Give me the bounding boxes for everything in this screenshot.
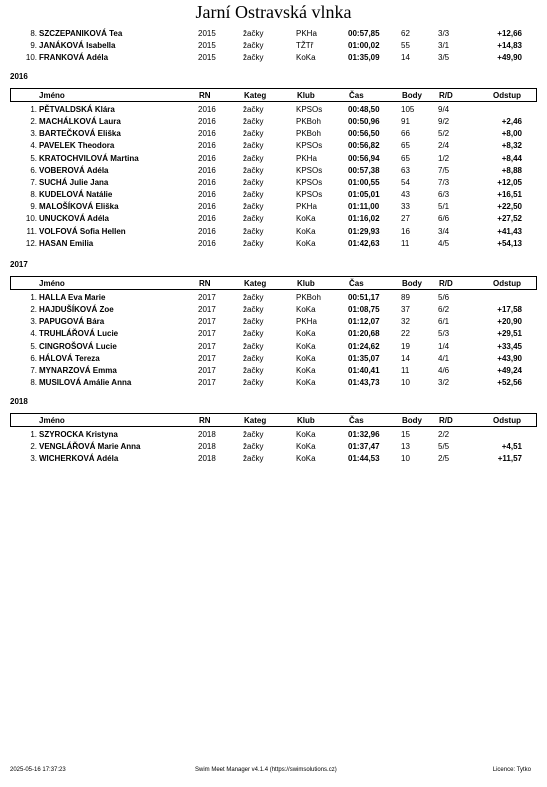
place-cell: 5. — [30, 153, 37, 163]
time-cell: 01:44,53 — [348, 454, 380, 464]
header-gap: Odstup — [493, 279, 521, 288]
table-row — [0, 213, 547, 225]
footer-date: 2025-05-16 17:37:23 — [10, 767, 66, 773]
heat-lane-cell: 7/3 — [438, 177, 450, 187]
birth-year-cell: 2016 — [198, 129, 216, 139]
time-cell: 01:00,55 — [348, 177, 380, 187]
gap-cell: +29,51 — [497, 329, 522, 339]
category-cell: žačky — [243, 202, 264, 212]
birth-year-cell: 2017 — [198, 353, 216, 363]
birth-year-cell: 2017 — [198, 365, 216, 375]
gap-cell: +52,56 — [497, 378, 522, 388]
birth-year-cell: 2016 — [198, 117, 216, 127]
name-cell: CINGROŠOVÁ Lucie — [39, 341, 117, 351]
category-cell: žačky — [243, 430, 264, 439]
birth-year-cell: 2018 — [198, 454, 216, 464]
birth-year-cell: 2015 — [198, 41, 216, 51]
gap-cell: +8,32 — [501, 141, 522, 151]
category-cell: žačky — [243, 129, 264, 139]
points-cell: 63 — [401, 165, 410, 175]
time-cell: 01:12,07 — [348, 317, 380, 327]
points-cell: 37 — [401, 305, 410, 315]
name-cell: MALOŠÍKOVÁ Eliška — [39, 202, 119, 212]
points-cell: 32 — [401, 317, 410, 327]
header-points: Body — [402, 279, 422, 288]
time-cell: 01:16,02 — [348, 214, 380, 224]
category-cell: žačky — [243, 365, 264, 375]
category-cell: žačky — [243, 238, 264, 248]
header-rn: RN — [199, 279, 211, 288]
place-cell: 2. — [30, 305, 37, 315]
place-cell: 9. — [30, 202, 37, 212]
heat-lane-cell: 3/5 — [438, 53, 450, 63]
club-cell: KPSOs — [296, 165, 323, 175]
table-header — [10, 88, 537, 102]
place-cell: 1. — [30, 430, 37, 439]
gap-cell: +17,58 — [497, 305, 522, 315]
header-time: Čas — [349, 416, 364, 425]
header-club: Klub — [297, 279, 315, 288]
birth-year-cell: 2016 — [198, 238, 216, 248]
club-cell: KoKa — [296, 430, 316, 439]
birth-year-cell: 2015 — [198, 29, 216, 38]
place-cell: 7. — [30, 177, 37, 187]
club-cell: PKBoh — [296, 117, 321, 127]
club-cell: PKHa — [296, 29, 317, 38]
time-cell: 01:37,47 — [348, 442, 380, 452]
time-cell: 00:56,50 — [348, 129, 380, 139]
birth-year-cell: 2017 — [198, 378, 216, 388]
points-cell: 55 — [401, 41, 410, 51]
points-cell: 43 — [401, 190, 410, 200]
place-cell: 6. — [30, 353, 37, 363]
club-cell: KoKa — [296, 53, 316, 63]
heat-lane-cell: 5/3 — [438, 329, 450, 339]
category-cell: žačky — [243, 353, 264, 363]
header-points: Body — [402, 91, 422, 100]
time-cell: 00:57,85 — [348, 29, 380, 38]
place-cell: 2. — [30, 442, 37, 452]
club-cell: KoKa — [296, 365, 316, 375]
club-cell: PKBoh — [296, 129, 321, 139]
name-cell: HÁLOVÁ Tereza — [39, 353, 100, 363]
time-cell: 01:11,00 — [348, 202, 380, 212]
name-cell: KUDELOVÁ Natálie — [39, 190, 113, 200]
header-category: Kateg — [244, 91, 267, 100]
name-cell: PAPUGOVÁ Bára — [39, 317, 105, 327]
time-cell: 01:20,68 — [348, 329, 380, 339]
heat-lane-cell: 3/4 — [438, 226, 450, 236]
place-cell: 11. — [26, 226, 37, 236]
birth-year-cell: 2016 — [198, 226, 216, 236]
time-cell: 00:50,96 — [348, 117, 380, 127]
birth-year-cell: 2017 — [198, 317, 216, 327]
category-cell: žačky — [243, 293, 264, 302]
club-cell: PKHa — [296, 317, 317, 327]
points-cell: 22 — [401, 329, 410, 339]
group-heading: 2016 — [10, 72, 28, 81]
header-name: Jméno — [39, 416, 65, 425]
category-cell: žačky — [243, 190, 264, 200]
table-row — [0, 316, 547, 328]
name-cell: HAJDUŠÍKOVÁ Zoe — [39, 305, 114, 315]
time-cell: 01:40,41 — [348, 365, 380, 375]
place-cell: 1. — [30, 293, 37, 302]
birth-year-cell: 2018 — [198, 442, 216, 452]
name-cell: MACHÁLKOVÁ Laura — [39, 117, 121, 127]
header-gap: Odstup — [493, 416, 521, 425]
table-row — [0, 140, 547, 152]
heat-lane-cell: 6/6 — [438, 214, 450, 224]
name-cell: SUCHÁ Julie Jana — [39, 177, 109, 187]
gap-cell: +49,24 — [497, 365, 522, 375]
gap-cell: +16,51 — [497, 190, 522, 200]
gap-cell: +8,44 — [501, 153, 522, 163]
club-cell: KoKa — [296, 341, 316, 351]
table-row — [0, 104, 547, 116]
category-cell: žačky — [243, 105, 264, 114]
time-cell: 01:42,63 — [348, 238, 380, 248]
name-cell: MUSILOVÁ Amálie Anna — [39, 378, 132, 388]
table-row — [0, 165, 547, 177]
points-cell: 14 — [401, 353, 410, 363]
name-cell: MYNARZOVÁ Emma — [39, 365, 117, 375]
table-row — [0, 128, 547, 140]
points-cell: 89 — [401, 293, 410, 302]
club-cell: PKBoh — [296, 293, 321, 302]
name-cell: JANÁKOVÁ Isabella — [39, 41, 116, 51]
club-cell: KoKa — [296, 353, 316, 363]
header-time: Čas — [349, 91, 364, 100]
heat-lane-cell: 4/1 — [438, 353, 450, 363]
category-cell: žačky — [243, 117, 264, 127]
place-cell: 8. — [30, 190, 37, 200]
table-row — [0, 353, 547, 365]
birth-year-cell: 2016 — [198, 165, 216, 175]
header-rn: RN — [199, 91, 211, 100]
birth-year-cell: 2017 — [198, 305, 216, 315]
place-cell: 9. — [30, 41, 37, 51]
points-cell: 62 — [401, 29, 410, 38]
category-cell: žačky — [243, 317, 264, 327]
heat-lane-cell: 5/6 — [438, 293, 450, 302]
place-cell: 10. — [25, 214, 37, 224]
page-title: Jarní Ostravská vlnka — [195, 2, 352, 22]
name-cell: BARTEČKOVÁ Eliška — [39, 129, 121, 139]
header-name: Jméno — [39, 279, 65, 288]
table-row — [0, 328, 547, 340]
place-cell: 4. — [30, 141, 37, 151]
table-row — [0, 341, 547, 353]
heat-lane-cell: 5/1 — [438, 202, 450, 212]
gap-cell: +27,52 — [497, 214, 522, 224]
time-cell: 00:56,82 — [348, 141, 380, 151]
name-cell: HASAN Emilia — [39, 238, 94, 248]
club-cell: KoKa — [296, 214, 316, 224]
header-heat-lane: R/D — [439, 416, 453, 425]
heat-lane-cell: 4/6 — [438, 365, 450, 375]
birth-year-cell: 2017 — [198, 341, 216, 351]
place-cell: 3. — [30, 454, 37, 464]
points-cell: 27 — [401, 214, 410, 224]
name-cell: VENGLÁŘOVÁ Marie Anna — [39, 442, 141, 452]
points-cell: 11 — [401, 365, 410, 375]
heat-lane-cell: 7/5 — [438, 165, 450, 175]
heat-lane-cell: 6/3 — [438, 190, 450, 200]
club-cell: KoKa — [296, 238, 316, 248]
header-gap: Odstup — [493, 91, 521, 100]
time-cell: 01:35,07 — [348, 353, 380, 363]
place-cell: 6. — [30, 165, 37, 175]
points-cell: 65 — [401, 153, 410, 163]
club-cell: KoKa — [296, 226, 316, 236]
table-header — [10, 276, 537, 290]
header-time: Čas — [349, 279, 364, 288]
name-cell: PAVELEK Theodora — [39, 141, 115, 151]
heat-lane-cell: 2/4 — [438, 141, 450, 151]
time-cell: 01:32,96 — [348, 430, 380, 439]
birth-year-cell: 2016 — [198, 105, 216, 114]
place-cell: 8. — [30, 378, 37, 388]
time-cell: 00:56,94 — [348, 153, 380, 163]
name-cell: UNUCKOVÁ Adéla — [39, 214, 109, 224]
gap-cell: +4,51 — [501, 442, 522, 452]
name-cell: WICHERKOVÁ Adéla — [39, 454, 119, 464]
name-cell: VOLFOVÁ Sofia Hellen — [39, 226, 126, 236]
heat-lane-cell: 5/5 — [438, 442, 450, 452]
birth-year-cell: 2016 — [198, 141, 216, 151]
table-row — [0, 226, 547, 238]
place-cell: 3. — [30, 129, 37, 139]
heat-lane-cell: 5/2 — [438, 129, 450, 139]
gap-cell: +22,50 — [497, 202, 522, 212]
category-cell: žačky — [243, 41, 264, 51]
place-cell: 12. — [25, 238, 37, 248]
heat-lane-cell: 6/2 — [438, 305, 450, 315]
name-cell: VOBEROVÁ Adéla — [39, 165, 109, 175]
club-cell: KPSOs — [296, 190, 323, 200]
header-heat-lane: R/D — [439, 279, 453, 288]
place-cell: 5. — [30, 341, 37, 351]
category-cell: žačky — [243, 165, 264, 175]
table-row — [0, 189, 547, 201]
time-cell: 01:05,01 — [348, 190, 380, 200]
points-cell: 65 — [401, 141, 410, 151]
gap-cell: +14,83 — [497, 41, 522, 51]
time-cell: 01:08,75 — [348, 305, 380, 315]
heat-lane-cell: 9/2 — [438, 117, 450, 127]
group-heading: 2018 — [10, 397, 28, 406]
time-cell: 00:48,50 — [348, 105, 380, 114]
category-cell: žačky — [243, 378, 264, 388]
club-cell: KoKa — [296, 454, 316, 464]
gap-cell: +20,90 — [497, 317, 522, 327]
table-row — [0, 429, 547, 441]
footer-licence: Licence: Tytko — [492, 767, 531, 773]
time-cell: 01:43,73 — [348, 378, 380, 388]
place-cell: 4. — [30, 329, 37, 339]
header-category: Kateg — [244, 279, 267, 288]
birth-year-cell: 2016 — [198, 153, 216, 163]
club-cell: PKHa — [296, 153, 317, 163]
header-club: Klub — [297, 91, 315, 100]
club-cell: KPSOs — [296, 105, 323, 114]
header-heat-lane: R/D — [439, 91, 453, 100]
birth-year-cell: 2016 — [198, 214, 216, 224]
points-cell: 14 — [401, 53, 410, 63]
club-cell: KoKa — [296, 442, 316, 452]
birth-year-cell: 2017 — [198, 293, 216, 302]
time-cell: 01:24,62 — [348, 341, 380, 351]
category-cell: žačky — [243, 53, 264, 63]
birth-year-cell: 2017 — [198, 329, 216, 339]
heat-lane-cell: 9/4 — [438, 105, 450, 114]
table-row — [0, 153, 547, 165]
table-row — [0, 365, 547, 377]
birth-year-cell: 2016 — [198, 177, 216, 187]
name-cell: KRATOCHVILOVÁ Martina — [39, 153, 139, 163]
club-cell: PKHa — [296, 202, 317, 212]
points-cell: 10 — [401, 454, 410, 464]
gap-cell: +33,45 — [497, 341, 522, 351]
birth-year-cell: 2016 — [198, 190, 216, 200]
points-cell: 66 — [401, 129, 410, 139]
footer-app-name: Swim Meet Manager v4.1.4 (https://swimsolutions.cz) — [195, 767, 337, 773]
place-cell: 8. — [30, 29, 37, 38]
name-cell: HALLA Eva Marie — [39, 293, 106, 302]
points-cell: 19 — [401, 341, 410, 351]
heat-lane-cell: 1/2 — [438, 153, 450, 163]
header-category: Kateg — [244, 416, 267, 425]
table-row — [0, 292, 547, 304]
table-row — [0, 441, 547, 453]
gap-cell: +8,00 — [501, 129, 522, 139]
name-cell: PĚTVALDSKÁ Klára — [39, 105, 115, 114]
category-cell: žačky — [243, 153, 264, 163]
name-cell: SZYROCKA Kristyna — [39, 430, 118, 439]
table-row — [0, 40, 547, 52]
category-cell: žačky — [243, 329, 264, 339]
time-cell: 01:35,09 — [348, 53, 380, 63]
table-row — [0, 238, 547, 250]
table-row — [0, 304, 547, 316]
time-cell: 01:00,02 — [348, 41, 380, 51]
heat-lane-cell: 2/2 — [438, 430, 450, 439]
club-cell: KoKa — [296, 378, 316, 388]
group-heading: 2017 — [10, 260, 28, 269]
points-cell: 91 — [401, 117, 410, 127]
category-cell: žačky — [243, 29, 264, 38]
points-cell: 54 — [401, 177, 410, 187]
heat-lane-cell: 3/1 — [438, 41, 450, 51]
heat-lane-cell: 1/4 — [438, 341, 450, 351]
gap-cell: +54,13 — [497, 238, 522, 248]
gap-cell: +12,66 — [497, 29, 522, 38]
heat-lane-cell: 3/3 — [438, 29, 450, 38]
category-cell: žačky — [243, 177, 264, 187]
points-cell: 13 — [401, 442, 410, 452]
table-row — [0, 52, 547, 64]
place-cell: 10. — [25, 53, 37, 63]
place-cell: 3. — [30, 317, 37, 327]
points-cell: 11 — [401, 238, 410, 248]
header-club: Klub — [297, 416, 315, 425]
category-cell: žačky — [243, 226, 264, 236]
table-row — [0, 201, 547, 213]
club-cell: KoKa — [296, 305, 316, 315]
points-cell: 15 — [401, 430, 410, 439]
gap-cell: +2,46 — [501, 117, 522, 127]
birth-year-cell: 2016 — [198, 202, 216, 212]
club-cell: KPSOs — [296, 177, 323, 187]
birth-year-cell: 2015 — [198, 53, 216, 63]
table-header — [10, 413, 537, 427]
points-cell: 16 — [401, 226, 410, 236]
header-name: Jméno — [39, 91, 65, 100]
gap-cell: +11,57 — [497, 454, 522, 464]
place-cell: 2. — [30, 117, 37, 127]
table-row — [0, 177, 547, 189]
page-footer — [10, 765, 531, 775]
category-cell: žačky — [243, 442, 264, 452]
category-cell: žačky — [243, 141, 264, 151]
points-cell: 105 — [401, 105, 415, 114]
name-cell: SZCZEPANIKOVÁ Tea — [39, 29, 123, 38]
points-cell: 10 — [401, 378, 410, 388]
gap-cell: +8,88 — [501, 165, 522, 175]
gap-cell: +43,90 — [497, 353, 522, 363]
birth-year-cell: 2018 — [198, 430, 216, 439]
gap-cell: +49,90 — [497, 53, 522, 63]
club-cell: KoKa — [296, 329, 316, 339]
name-cell: TRUHLÁŘOVÁ Lucie — [39, 329, 119, 339]
heat-lane-cell: 4/5 — [438, 238, 450, 248]
gap-cell: +41,43 — [497, 226, 522, 236]
gap-cell: +12,05 — [497, 177, 522, 187]
place-cell: 7. — [30, 365, 37, 375]
category-cell: žačky — [243, 454, 264, 464]
heat-lane-cell: 2/5 — [438, 454, 450, 464]
heat-lane-cell: 6/1 — [438, 317, 450, 327]
category-cell: žačky — [243, 341, 264, 351]
time-cell: 01:29,93 — [348, 226, 380, 236]
table-row — [0, 453, 547, 465]
time-cell: 00:57,38 — [348, 165, 380, 175]
table-row — [0, 377, 547, 389]
table-row — [0, 116, 547, 128]
name-cell: FRANKOVÁ Adéla — [39, 53, 109, 63]
points-cell: 33 — [401, 202, 410, 212]
category-cell: žačky — [243, 214, 264, 224]
category-cell: žačky — [243, 305, 264, 315]
header-rn: RN — [199, 416, 211, 425]
club-cell: TŽTř — [296, 41, 314, 51]
heat-lane-cell: 3/2 — [438, 378, 450, 388]
time-cell: 00:51,17 — [348, 293, 380, 302]
header-points: Body — [402, 416, 422, 425]
table-row — [0, 28, 547, 40]
club-cell: KPSOs — [296, 141, 323, 151]
place-cell: 1. — [30, 105, 37, 114]
